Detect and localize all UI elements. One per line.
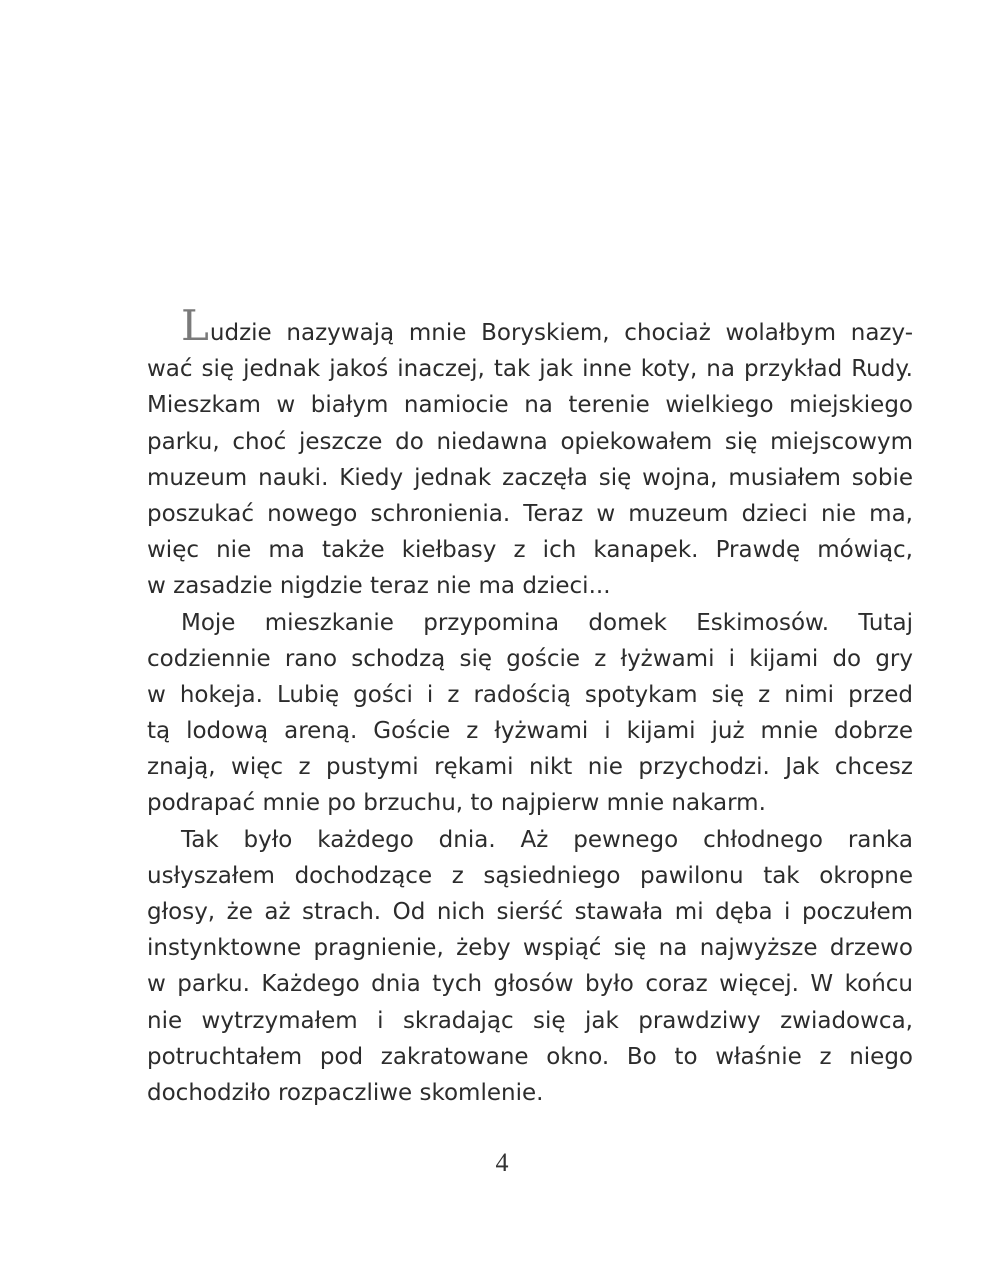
line-text: udzie nazywają mnie Boryskiem, chociaż wolałbym nazy- (209, 320, 913, 346)
body-text (147, 301, 913, 1111)
paragraph-3-line-2: usłyszałem dochodzące z sąsiedniego pawilonu tak okropne (147, 862, 913, 889)
paragraph-2-line-2: codziennie rano schodzą się goście z łyżwami i kijami do gry (147, 645, 913, 672)
paragraph-3-line-5: w parku. Każdego dnia tych głosów było coraz więcej. W końcu (147, 971, 913, 998)
paragraph-1-line-5: muzeum nauki. Kiedy jednak zaczęła się wojna, musiałem sobie (147, 464, 913, 491)
paragraph-3-line-4: instynktowne pragnienie, żeby wspiąć się na najwyższe drzewo (147, 935, 913, 962)
paragraph-3-line-8: dochodziło rozpaczliwe skomlenie. (147, 1079, 544, 1106)
paragraph-3-line-7: potruchtałem pod zakratowane okno. Bo to właśnie z niego (147, 1043, 913, 1070)
paragraph-1-line-8: w zasadzie nigdzie teraz nie ma dzieci... (147, 573, 611, 600)
paragraph-2-line-4: tą lodową areną. Goście z łyżwami i kijami już mnie dobrze (147, 718, 913, 745)
page-number: 4 (495, 1148, 509, 1177)
paragraph-3-line-1: Tak było każdego dnia. Aż pewnego chłodnego ranka (181, 826, 913, 853)
paragraph-1-line-6: poszukać nowego schronienia. Teraz w muzeum dzieci nie ma, (147, 500, 913, 527)
paragraph-2-line-5: znają, więc z pustymi rękami nikt nie przychodzi. Jak chcesz (147, 754, 913, 781)
paragraph-3-line-3: głosy, że aż strach. Od nich sierść stawała mi dęba i poczułem (147, 899, 913, 925)
paragraph-2-line-3: w hokeja. Lubię gości i z radością spotykam się z nimi przed (147, 681, 913, 708)
paragraph-1-line-7: więc nie ma także kiełbasy z ich kanapek. Prawdę mówiąc, (147, 537, 913, 564)
paragraph-1-line-3: Mieszkam w białym namiocie na terenie wielkiego miejskiego (147, 392, 913, 419)
paragraph-2-line-6: podrapać mnie po brzuchu, to najpierw mnie nakarm. (147, 790, 766, 817)
drop-cap: L (181, 301, 209, 350)
paragraph-1-line-4: parku, choć jeszcze do niedawna opiekowałem się miejscowym (147, 428, 913, 455)
paragraph-1-line-1 (147, 301, 913, 351)
paragraph-3-line-6: nie wytrzymałem i skradając się jak prawdziwy zwiadowca, (147, 1007, 913, 1034)
paragraph-2-line-1: Moje mieszkanie przypomina domek Eskimosów. Tutaj (181, 609, 913, 636)
paragraph-1-line-2: wać się jednak jakoś inaczej, tak jak inne koty, na przykład Rudy. (147, 356, 913, 383)
